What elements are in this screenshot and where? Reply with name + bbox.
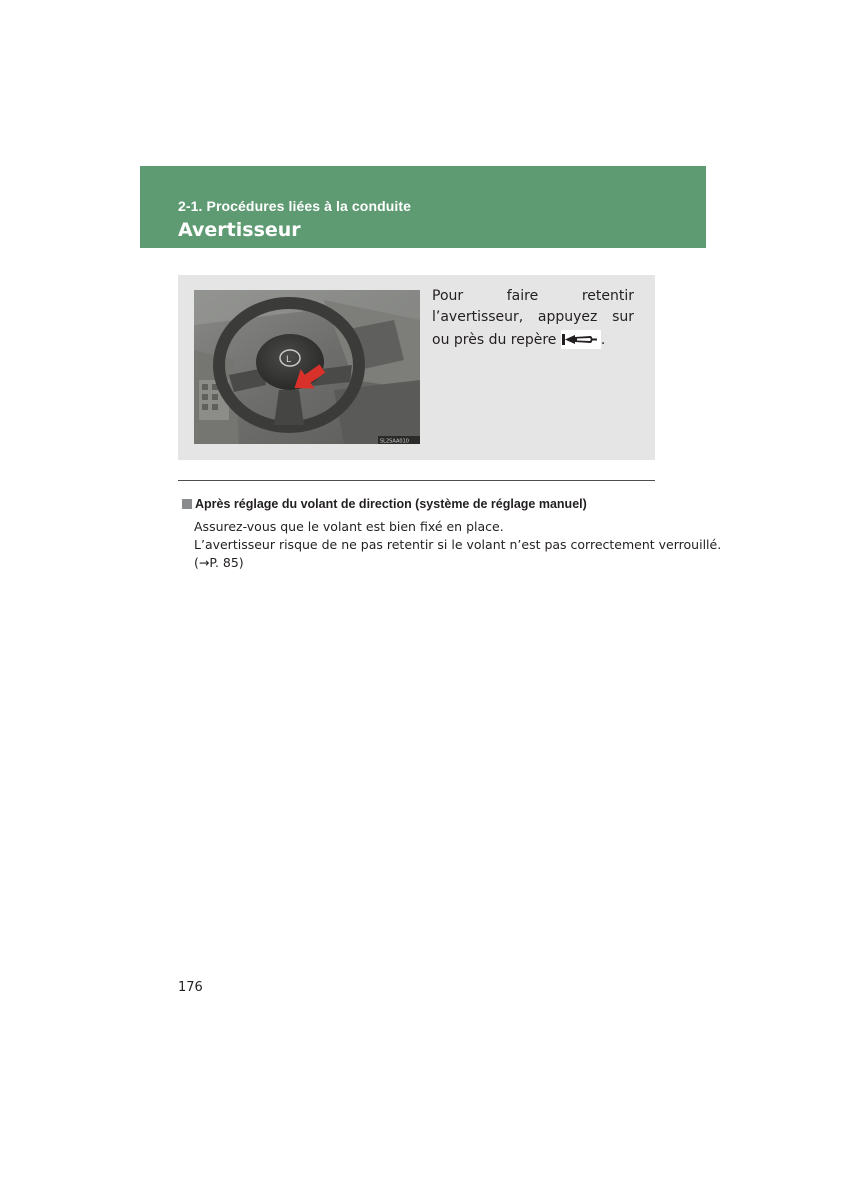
- divider: [178, 480, 655, 481]
- note-body: [194, 518, 722, 572]
- page-reference-link[interactable]: (→P. 85): [194, 555, 244, 570]
- intro-text: Pour faire retentir l’avertisseur, appuyez sur ou près du repère: [432, 288, 634, 348]
- bullet-square-icon: [182, 499, 192, 509]
- section-title: 2-1. Procédures liées à la conduite: [178, 198, 412, 214]
- steering-wheel-photo: [194, 290, 420, 444]
- figure-code: SL2SAA010: [380, 438, 409, 444]
- note-heading: [182, 497, 587, 511]
- note-line: Assurez-vous que le volant est bien fixé en place.: [194, 519, 504, 534]
- note-line: L’avertisseur risque de ne pas retentir si le volant n’est pas correctement verrouillé.: [194, 537, 722, 552]
- svg-text:L: L: [286, 355, 292, 365]
- intro-paragraph: [432, 286, 634, 351]
- intro-punctuation: .: [600, 332, 606, 348]
- note-heading-text: Après réglage du volant de direction (système de réglage manuel): [195, 497, 587, 511]
- horn-icon: [561, 330, 601, 349]
- page-number: 176: [178, 980, 203, 995]
- page-title: Avertisseur: [178, 219, 301, 241]
